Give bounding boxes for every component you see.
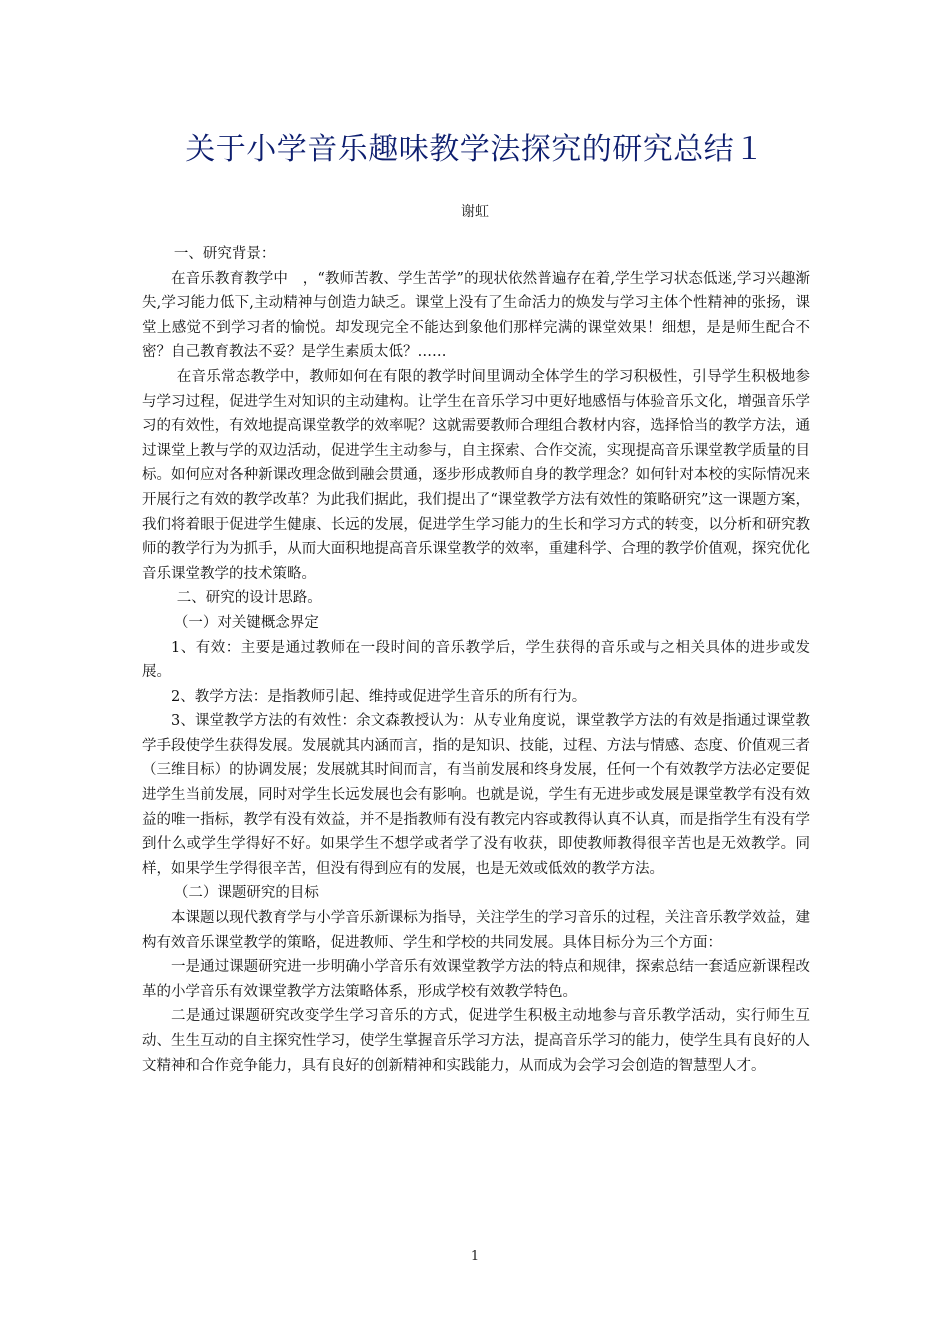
- paragraph-concept-method: 2、教学方法：是指教师引起、维持或促进学生音乐的所有行为。: [171, 688, 587, 705]
- subsection-heading-goals: （二）课题研究的目标: [173, 885, 319, 902]
- document-body: [142, 242, 810, 1078]
- paragraph-concept-effectiveness: 3、课堂教学方法的有效性：余文森教授认为：从专业角度说，课堂教学方法的有效是指通过课堂教学手段使学生获得发展。发展就其内涵而言，指的是知识、技能，过程、方法与情感、态度、价值观三者（三维目标）的协调发展；发展就其时间而言，有当前发展和终身发展，任何一个有效教学方法必定要促进学生当前发展，同时对学生长远发展也会有影响。也就是说，学生有无进步或发展是课堂教学有没有效益的唯一指标，教学有没有效益，并不是指教师有没有教完内容或教得认真不认真，而是指学生有没有学到什么或学生学得好不好。如果学生不想学或者学了没有收获，即使教师教得很辛苦也是无效教学。同样，如果学生学得很辛苦，但没有得到应有的发展，也是无效或低效的教学方法。: [142, 713, 810, 877]
- paragraph-background-2: 在音乐常态教学中，教师如何在有限的教学时间里调动全体学生的学习积极性，引导学生积极地参与学习过程，促进学生对知识的主动建构。让学生在音乐学习中更好地感悟与体验音乐文化，增强音乐学习的有效性，有效地提高课堂教学的效率呢？这就需要教师合理组合教材内容，选择恰当的教学方法，通过课堂上教与学的双边活动，促进学生主动参与，自主探索、合作交流，实现提高音乐课堂教学质量的目标。如何应对各种新课改理念做到融会贯通，逐步形成教师自身的教学理念？如何针对本校的实际情况来开展行之有效的教学改革？为此我们据此，我们提出了“课堂教学方法有效性的策略研究”这一课题方案，我们将着眼于促进学生健康、长远的发展，促进学生学习能力的生长和学习方式的转变，以分析和研究教师的教学行为为抓手，从而大面积地提高音乐课堂教学的效率，重建科学、合理的教学价值观，探究优化音乐课堂教学的技术策略。: [142, 368, 810, 582]
- subsection-heading-concepts: （一）对关键概念界定: [173, 614, 319, 631]
- section-heading-background: 一、研究背景：: [173, 246, 276, 262]
- paragraph-goal-two: 二是通过课题研究改变学生学习音乐的方式，促进学生积极主动地参与音乐教学活动，实行师生互动、生生互动的自主探究性学习，使学生掌握音乐学习方法，提高音乐学习的能力，使学生具有良好的人文精神和合作竞争能力，具有良好的创新精神和实践能力，从而成为会学习会创造的智慧型人才。: [142, 1008, 810, 1074]
- paragraph-concept-effective: 1、有效：主要是通过教师在一段时间的音乐教学后，学生获得的音乐或与之相关具体的进步或发展。: [142, 639, 810, 681]
- page-number: 1: [470, 1249, 480, 1264]
- document-title: 关于小学音乐趣味教学法探究的研究总结１: [185, 132, 765, 167]
- paragraph-goals-intro: 本课题以现代教育学与小学音乐新课标为指导，关注学生的学习音乐的过程，关注音乐教学效益，建构有效音乐课堂教学的策略，促进教师、学生和学校的共同发展。具体目标分为三个方面：: [142, 910, 810, 951]
- paragraph-goal-one: 一是通过课题研究进一步明确小学音乐有效课堂教学方法的特点和规律，探索总结一套适应新课程改革的小学音乐有效课堂教学方法策略体系，形成学校有效教学特色。: [142, 959, 810, 1000]
- author-name: 谢虹: [461, 204, 489, 220]
- paragraph-background-1: 在音乐教育教学中 ，“教师苦教、学生苦学”的现状依然普遍存在着,学生学习状态低迷,学习兴趣渐失,学习能力低下,主动精神与创造力缺乏。课堂上没有了生命活力的焕发与学习主体个性精神的张扬，课堂上感觉不到学习者的愉悦。却发现完全不能达到象他们那样完满的课堂效果！细想，是是师生配合不密？自己教育教法不妥？是学生素质太低？……: [142, 270, 810, 361]
- section-heading-design: 二、研究的设计思路。: [176, 590, 322, 607]
